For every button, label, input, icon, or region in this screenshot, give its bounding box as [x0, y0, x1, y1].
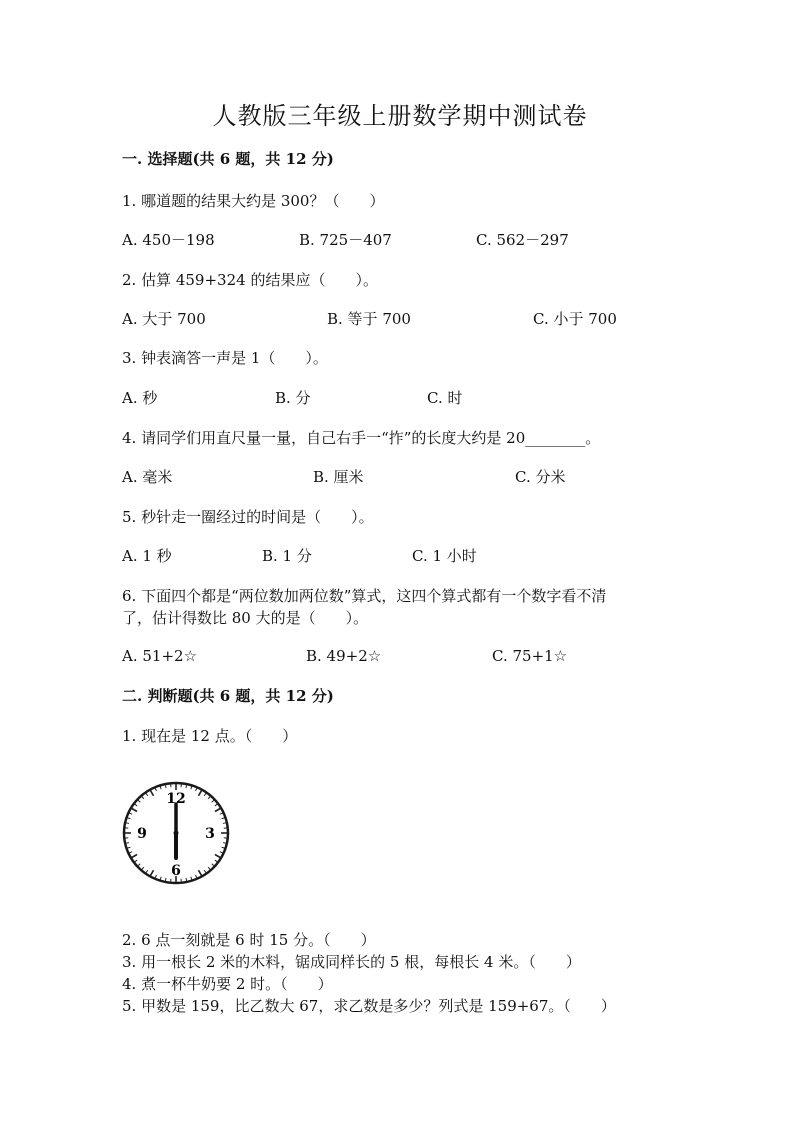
option-a: A. 毫米 — [122, 468, 173, 486]
clock-tick — [215, 809, 220, 812]
clock-label-9: 9 — [137, 826, 147, 842]
question-text: 4. 煮一杯牛奶要 2 时。（ ） — [122, 975, 333, 993]
clock-tick — [138, 800, 140, 802]
option-a: A. 1 秒 — [122, 547, 172, 565]
option-a: A. 大于 700 — [122, 310, 206, 328]
clock-tick — [222, 847, 225, 848]
clock-tick — [215, 804, 217, 806]
clock-tick — [223, 843, 226, 844]
question-text: 6. 下面四个都是“两位数加两位数”算式，这四个算式都有一个数字看不清 — [122, 587, 607, 605]
clock-tick — [129, 813, 132, 814]
question-text: 5. 甲数是 159，比乙数大 67，求乙数是多少？列式是 159+67。（ ） — [122, 997, 616, 1015]
option-c: C. 1 小时 — [412, 547, 477, 565]
option-b: B. 725－407 — [299, 231, 392, 249]
clock-tick — [151, 791, 154, 796]
clock-tick — [135, 804, 137, 806]
clock-tick — [215, 860, 217, 862]
option-c: C. 75+1☆ — [492, 647, 568, 665]
clock-tick — [199, 791, 202, 796]
option-b: B. 1 分 — [262, 547, 312, 565]
clock-icon — [120, 780, 232, 886]
clock-tick — [208, 797, 210, 799]
clock-tick — [222, 818, 225, 819]
option-b: B. 分 — [275, 389, 311, 407]
section-heading-judgment: 二. 判断题(共 6 题，共 12 分) — [122, 687, 334, 705]
clock-label-6: 6 — [171, 863, 181, 879]
clock-tick — [191, 786, 192, 789]
option-c: C. 时 — [427, 389, 463, 407]
clock-tick — [220, 813, 223, 814]
option-b: B. 等于 700 — [327, 310, 411, 328]
question-text: 1. 现在是 12 点。（ ） — [122, 727, 298, 745]
page-title: 人教版三年级上册数学期中测试卷 — [212, 102, 588, 130]
option-b: B. 厘米 — [313, 468, 364, 486]
question-text: 1. 哪道题的结果大约是 300？（ ） — [122, 192, 385, 210]
clock-tick — [186, 878, 187, 881]
clock-tick — [165, 785, 166, 788]
clock-tick — [196, 875, 197, 878]
option-a: A. 51+2☆ — [122, 647, 198, 665]
question-text: 3. 用一根长 2 米的木料，锯成同样长的 5 根，每根长 4 米。（ ） — [122, 953, 581, 971]
clock-tick — [212, 864, 214, 866]
clock-tick — [165, 878, 166, 881]
clock-tick — [155, 788, 156, 791]
clock-tick — [186, 785, 187, 788]
option-c: C. 小于 700 — [533, 310, 617, 328]
option-a: A. 450－198 — [122, 231, 215, 249]
clock-tick — [146, 793, 148, 795]
clock-tick — [151, 870, 154, 875]
clock-tick — [204, 870, 206, 872]
option-b: B. 49+2☆ — [306, 647, 382, 665]
question-text: 4. 请同学们用直尺量一量，自己右手一“拃”的长度大约是 20________。 — [122, 429, 601, 447]
question-text: 2. 估算 459+324 的结果应（ ）。 — [122, 271, 378, 289]
clock-tick — [126, 843, 129, 844]
clock-tick — [135, 860, 137, 862]
clock-tick — [212, 800, 214, 802]
clock-figure — [120, 780, 232, 886]
clock-tick — [132, 855, 137, 858]
clock-tick — [155, 875, 156, 878]
clock-tick — [215, 855, 220, 858]
clock-tick — [129, 852, 132, 853]
clock-tick — [160, 786, 161, 789]
question-text-continued: 了，估计得数比 80 大的是（ ）。 — [122, 609, 369, 627]
clock-tick — [191, 877, 192, 880]
clock-tick — [127, 847, 130, 848]
clock-tick — [127, 818, 130, 819]
clock-tick — [138, 864, 140, 866]
clock-tick — [220, 852, 223, 853]
clock-tick — [132, 809, 137, 812]
clock-tick — [196, 788, 197, 791]
question-text: 5. 秒针走一圈经过的时间是（ ）。 — [122, 508, 374, 526]
clock-tick — [142, 797, 144, 799]
clock-label-12: 12 — [166, 791, 186, 807]
clock-tick — [223, 823, 226, 824]
clock-center — [174, 831, 179, 836]
question-text: 3. 钟表滴答一声是 1（ ）。 — [122, 349, 328, 367]
clock-label-3: 3 — [205, 826, 215, 842]
clock-tick — [142, 867, 144, 869]
clock-tick — [204, 793, 206, 795]
section-heading-choice: 一. 选择题(共 6 题，共 12 分) — [122, 150, 334, 168]
clock-tick — [208, 867, 210, 869]
clock-tick — [199, 870, 202, 875]
clock-tick — [126, 823, 129, 824]
question-text: 2. 6 点一刻就是 6 时 15 分。（ ） — [122, 931, 376, 949]
clock-tick — [160, 877, 161, 880]
option-a: A. 秒 — [122, 389, 158, 407]
clock-tick — [146, 870, 148, 872]
option-c: C. 分米 — [515, 468, 566, 486]
option-c: C. 562－297 — [476, 231, 569, 249]
